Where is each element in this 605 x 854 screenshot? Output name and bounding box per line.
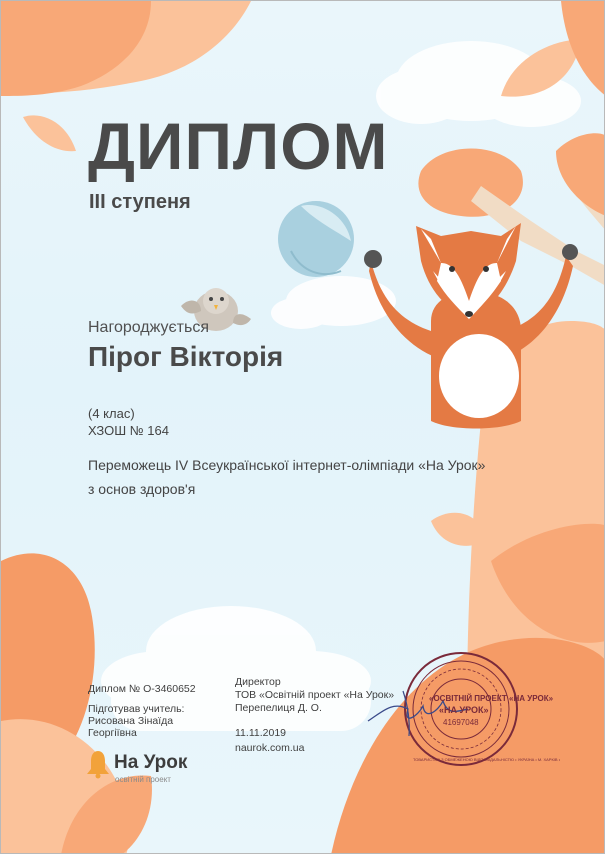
stamp-center-line2: «НА УРОК» [439,705,489,715]
organization-name: ТОВ «Освітній проект «На Урок» [235,689,395,701]
stamp-center-text: «ОСВІТНІЙ ПРОЕКТ «НА УРОК» [429,694,554,703]
issue-date: 11.11.2019 [235,727,286,739]
logo-subtitle: освітній проект [115,775,171,784]
awarded-label: Нагороджується [88,319,209,336]
stamp-ring-text: ТОВАРИСТВО З ОБМЕЖЕНОЮ ВІДПОВІДАЛЬНІСТЮ • УКРАЇНА • М. ХАРКІВ • [413,757,561,762]
bell-icon [85,749,111,784]
logo-name: На Урок [114,752,188,773]
teacher-name-line1: Рисована Зінаїда [88,715,174,727]
recipient-name: Пірог Вікторія [88,341,284,372]
website-url: naurok.com.ua [235,742,305,754]
recipient-grade: (4 клас) [88,406,135,421]
award-description-line2: з основ здоров'я [88,481,196,497]
director-name: Перепелиця Д. О. [235,702,322,714]
diploma-title: ДИПЛОМ [88,109,389,183]
teacher-label: Підготував учитель: [88,703,185,715]
recipient-school: ХЗОШ № 164 [88,423,169,438]
teacher-name-line2: Георгіївна [88,727,137,739]
director-title: Директор [235,676,281,688]
stamp-code: 41697048 [443,718,479,727]
diploma-degree: III ступеня [89,191,191,213]
award-description-line1: Переможець IV Всеукраїнської інтернет-олімпіади «На Урок» [88,457,486,473]
diploma-number: Диплом № О-3460652 [88,683,196,695]
